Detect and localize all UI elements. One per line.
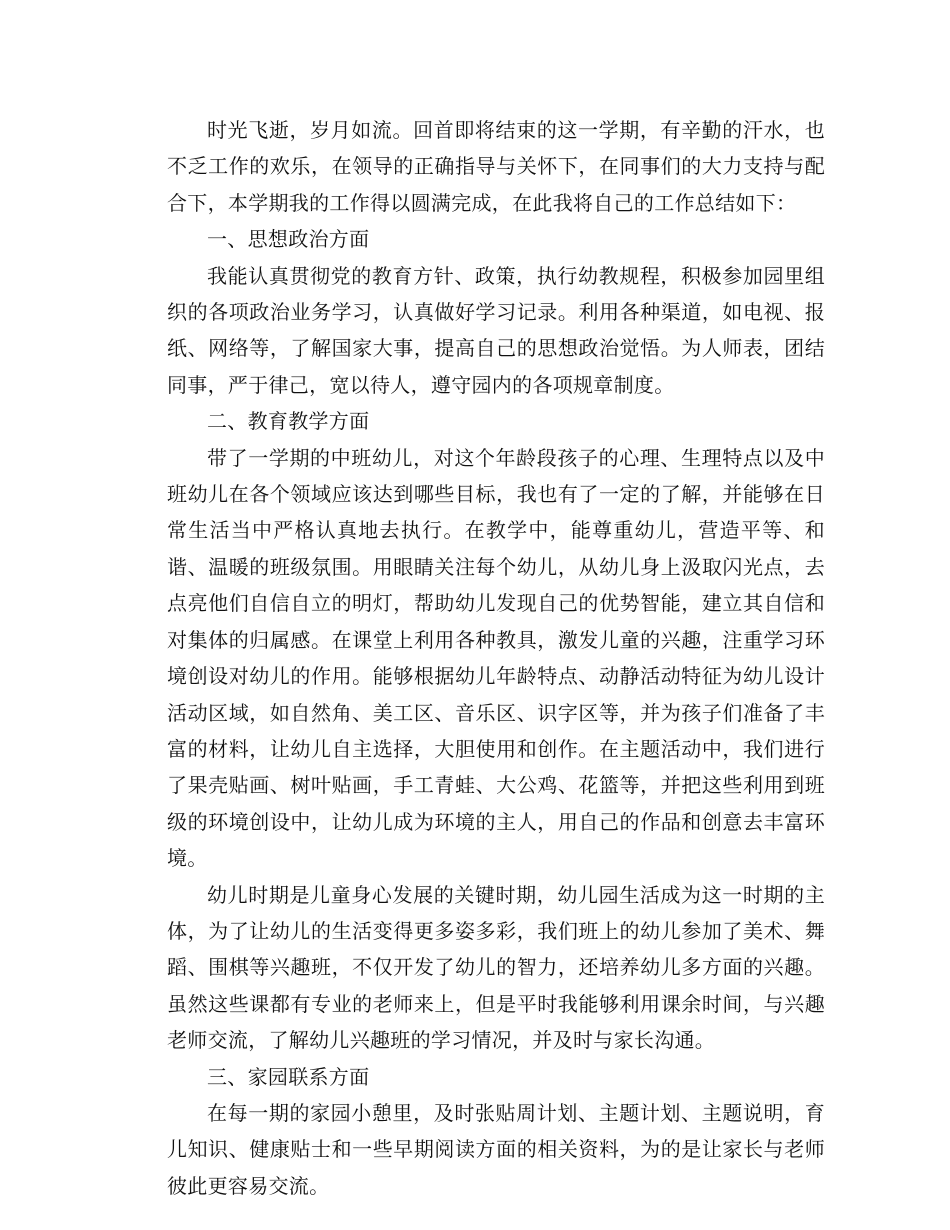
teaching-paragraph-1: 带了一学期的中班幼儿，对这个年龄段孩子的心理、生理特点以及中班幼儿在各个领域应该达到哪些目标，我也有了一定的了解，并能够在日常生活当中严格认真地去执行。在教学中，能尊重幼儿，营造平等、和谐、温暖的班级氛围。用眼睛关注每个幼儿，从幼儿身上汲取闪光点，去点亮他们自信自立的明灯，帮助幼儿发现自己的优势智能，建立其自信和对集体的归属感。在课堂上利用各种教具，激发儿童的兴趣，注重学习环境创设对幼儿的作用。能够根据幼儿年龄特点、动静活动特征为幼儿设计活动区域，如自然角、美工区、音乐区、识字区等，并为孩子们准备了丰富的材料，让幼儿自主选择，大胆使用和创作。在主题活动中，我们进行了果壳贴画、树叶贴画，手工青蛙、大公鸡、花篮等，并把这些利用到班级的环境创设中，让幼儿成为环境的主人，用自己的作品和创意去丰富环境。 bbox=[167, 445, 825, 871]
section-heading-home-school: 三、家园联系方面 bbox=[207, 1064, 370, 1089]
section-heading-ideology: 一、思想政治方面 bbox=[207, 227, 370, 252]
document-body bbox=[167, 112, 825, 1204]
ideology-paragraph: 我能认真贯彻党的教育方针、政策，执行幼教规程，积极参加园里组织的各项政治业务学习，认真做好学习记录。利用各种渠道，如电视、报纸、网络等，了解国家大事，提高自己的思想政治觉悟。为人师表，团结同事，严于律己，宽以待人，遵守园内的各项规章制度。 bbox=[167, 263, 825, 397]
section-heading-teaching: 二、教育教学方面 bbox=[207, 409, 370, 434]
teaching-paragraph-2: 幼儿时期是儿童身心发展的关键时期，幼儿园生活成为这一时期的主体，为了让幼儿的生活变得更多姿多彩，我们班上的幼儿参加了美术、舞蹈、围棋等兴趣班，不仅开发了幼儿的智力，还培养幼儿多方面的兴趣。虽然这些课都有专业的老师来上，但是平时我能够利用课余时间，与兴趣老师交流，了解幼儿兴趣班的学习情况，并及时与家长沟通。 bbox=[167, 882, 825, 1053]
intro-paragraph: 时光飞逝，岁月如流。回首即将结束的这一学期，有辛勤的汗水，也不乏工作的欢乐，在领导的正确指导与关怀下，在同事们的大力支持与配合下，本学期我的工作得以圆满完成，在此我将自己的工作总结如下： bbox=[167, 118, 825, 215]
home-school-paragraph: 在每一期的家园小憩里，及时张贴周计划、主题计划、主题说明，育儿知识、健康贴士和一些早期阅读方面的相关资料，为的是让家长与老师彼此更容易交流。 bbox=[167, 1100, 825, 1198]
